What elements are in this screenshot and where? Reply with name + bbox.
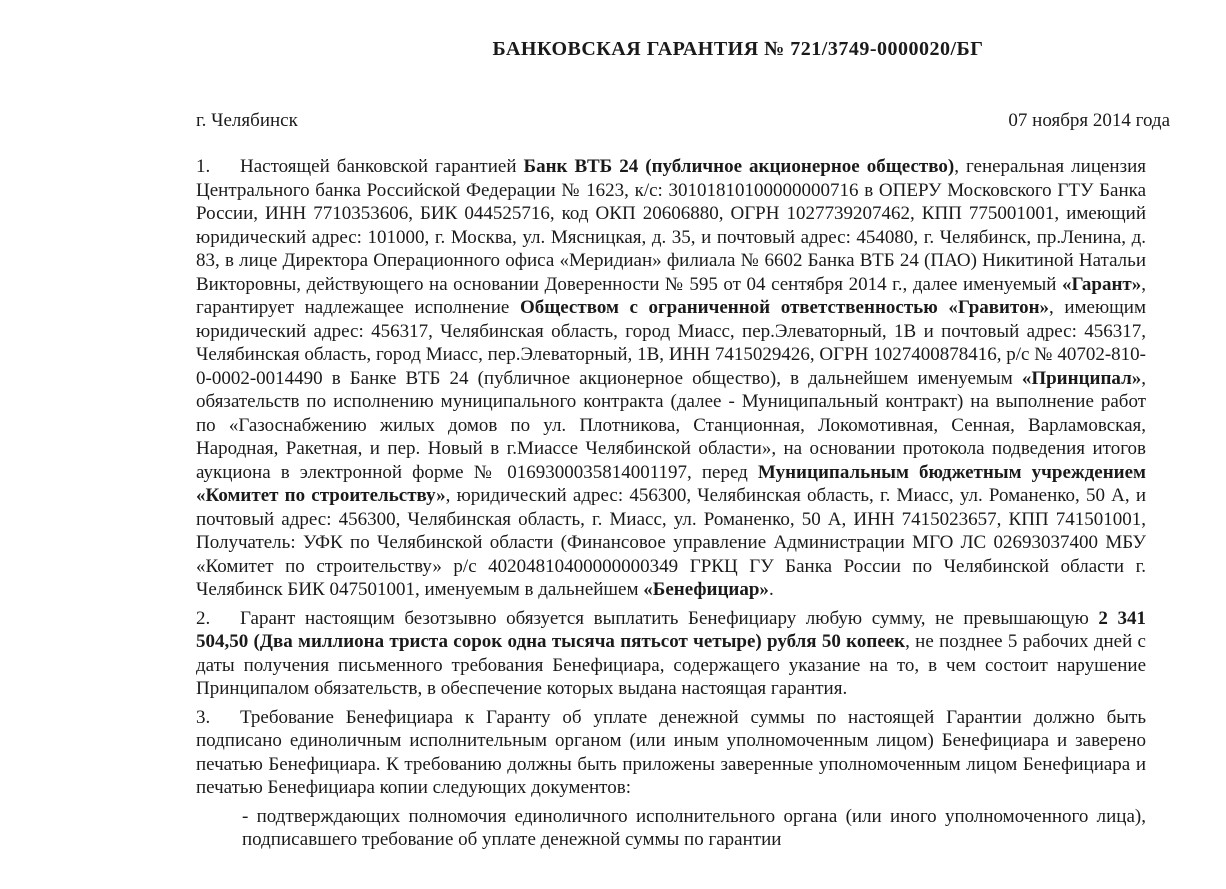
principal-term: «Принципал» bbox=[1021, 367, 1142, 389]
document-title: БАНКОВСКАЯ ГАРАНТИЯ № 721/3749-0000020/БГ bbox=[492, 38, 984, 60]
beneficiary-name: Муниципальным бюджетным учреждением «Комитет по строительству» bbox=[196, 461, 1146, 506]
paragraph-1: 1. Настоящей банковской гарантией Банк ВТБ 24 (публичное акционерное общество), генеральная лицензия Центрального банка Российской Федерации № 1623, к/с: 30101810100000000716 в ОПЕРУ Московского ГТУ Банка России, ИНН 7710353606, БИК 044525716, код ОКП 20606880, ОГРН 1027739207462, КПП 775001001, имеющий юридический адрес: 101000, г. Москва, ул. Мясницкая, д. 35, и почтовый адрес: 454080, г. Челябинск, пр.Ленина, д. 83, в лице Директора Операционного офиса «Меридиан» филиала № 6602 Банка ВТБ 24 (ПАО) Никитиной Натальи Викторовны, действующего на основании Доверенности № 595 от 04 сентября 2014 г., далее именуемый «Гарант», гарантирует надлежащее исполнение Обществом с ограниченной ответственностью «Гравитон», имеющим юридический адрес: 456317, Челябинская область, город Миасс, пер.Элеваторный, 1В и почтовый адрес: 456317, Челябинская область, город Миасс, пер.Элеваторный, 1В, ИНН 7415029426, ОГРН 1027400878416, р/с № 40702-810-0-0002-0014490 в Банке ВТБ 24 (публичное акционерное общество), в дальнейшем именуемым «Принципал», обязательств по исполнению муниципального контракта (далее - Муниципальный контракт) на выполнение работ по «Газоснабжению жилых домов по ул. Плотникова, Станционная, Локомотивная, Сенная, Варламовская, Народная, Ракетная, и пер. Новый в г.Миассе Челябинской области», на основании протокола подведения итогов аукциона в электронной форме № 0169300035814001197, перед Муниципальным бюджетным учреждением «Комитет по строительству», юридический адрес: 456300, Челябинская область, г. Миасс, ул. Романенко, 50 А, и почтовый адрес: 456300, Челябинская область, г. Миасс, ул. Романенко, 50 А, ИНН 7415023657, КПП 741501001, Получатель: УФК по Челябинской области (Финансовое управление Администрации МГО ЛС 02693037400 МБУ «Комитет по строительству» р/с 40204810400000000349 ГРКЦ ГУ Банка России по Челябинской области г. Челябинск БИК 047501001, именуемым в дальнейшем «Бенефициар». bbox=[196, 156, 1147, 600]
paragraph-number: 3. bbox=[196, 706, 211, 728]
paragraph-2: 2. Гарант настоящим безотзывно обязуется выплатить Бенефициару любую сумму, не превышающую 2 341 504,50 (Два миллиона триста сорок одна тысяча пятьсот четыре) рубля 50 копеек, не позднее 5 рабочих дней с даты получения письменного требования Бенефициара, содержащего указание на то, в чем состоит нарушение Принципалом обязательств, в обеспечение которых выдана настоящая гарантия. bbox=[196, 607, 1146, 699]
guarantee-amount: 2 341 504,50 (Два миллиона триста сорок одна тысяча пятьсот четыре) рубля 50 копеек bbox=[196, 607, 1146, 652]
document-date: 07 ноября 2014 года bbox=[1008, 110, 1170, 131]
list-item: - подтверждающих полномочия единоличного исполнительного органа (или иного уполномоченного лица), подписавшего требование об уплате денежной суммы по гарантии bbox=[242, 805, 1146, 850]
beneficiary-term: «Бенефициар» bbox=[643, 579, 769, 600]
guarantor-term: «Гарант» bbox=[1061, 273, 1142, 295]
paragraph-3: 3. Требование Бенефициара к Гаранту об уплате денежной суммы по настоящей Гарантии должно быть подписано единоличным исполнительным органом (или иным уполномоченным лицом) Бенефициара и заверено печатью Бенефициара. К требованию должны быть приложены заверенные уполномоченным лицом Бенефициара и печатью Бенефициара копии следующих документов: bbox=[196, 706, 1146, 798]
bank-name: Банк ВТБ 24 (публичное акционерное общество) bbox=[523, 156, 955, 177]
document-city: г. Челябинск bbox=[196, 110, 298, 131]
document-header-row bbox=[196, 110, 1170, 132]
document-body bbox=[196, 155, 1146, 852]
paragraph-number: 1. bbox=[196, 156, 211, 177]
paragraph-number: 2. bbox=[196, 607, 211, 629]
principal-name: Обществом с ограниченной ответственностью «Гравитон» bbox=[519, 297, 1050, 318]
